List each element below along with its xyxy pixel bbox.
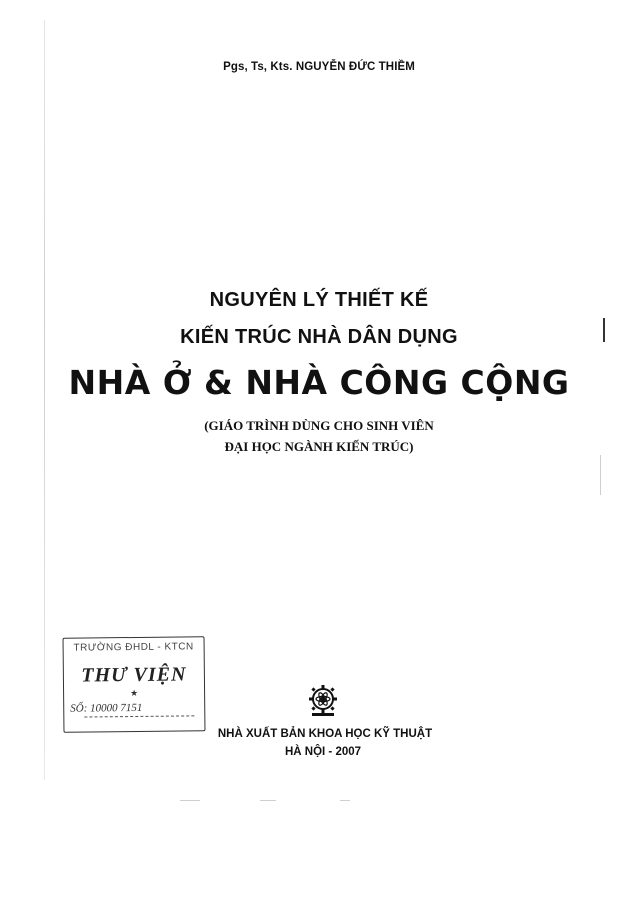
publication-place-year: HÀ NỘI - 2007 [284, 746, 362, 758]
library-stamp [63, 636, 206, 732]
stamp-school-name: TRƯỜNG ĐHDL - KTCN [73, 641, 194, 654]
stamp-underline [84, 715, 194, 717]
scan-mark [600, 455, 601, 495]
main-title: NHÀ Ở & NHÀ CÔNG CỘNG [68, 363, 570, 402]
subtitle-line-2: ĐẠI HỌC NGÀNH KIẾN TRÚC) [224, 439, 414, 454]
stamp-library-label: THƯ VIỆN [81, 663, 187, 687]
title-line-1: NGUYÊN LÝ THIẾT KẾ [209, 289, 429, 311]
stamp-number: SỐ: 10000 7151 [70, 701, 143, 715]
scan-mark [340, 800, 350, 801]
subtitle-line-1: (GIÁO TRÌNH DÙNG CHO SINH VIÊN [204, 418, 434, 433]
publisher-name: NHÀ XUẤT BẢN KHOA HỌC KỸ THUẬT [217, 728, 433, 740]
publisher-logo-icon [306, 683, 340, 717]
title-line-2: KIẾN TRÚC NHÀ DÂN DỤNG [180, 326, 458, 348]
scan-mark [260, 800, 276, 801]
scan-mark [180, 800, 200, 801]
star-icon: ★ [129, 687, 139, 699]
author-line: Pgs, Ts, Kts. NGUYỄN ĐỨC THIỀM [223, 61, 415, 73]
